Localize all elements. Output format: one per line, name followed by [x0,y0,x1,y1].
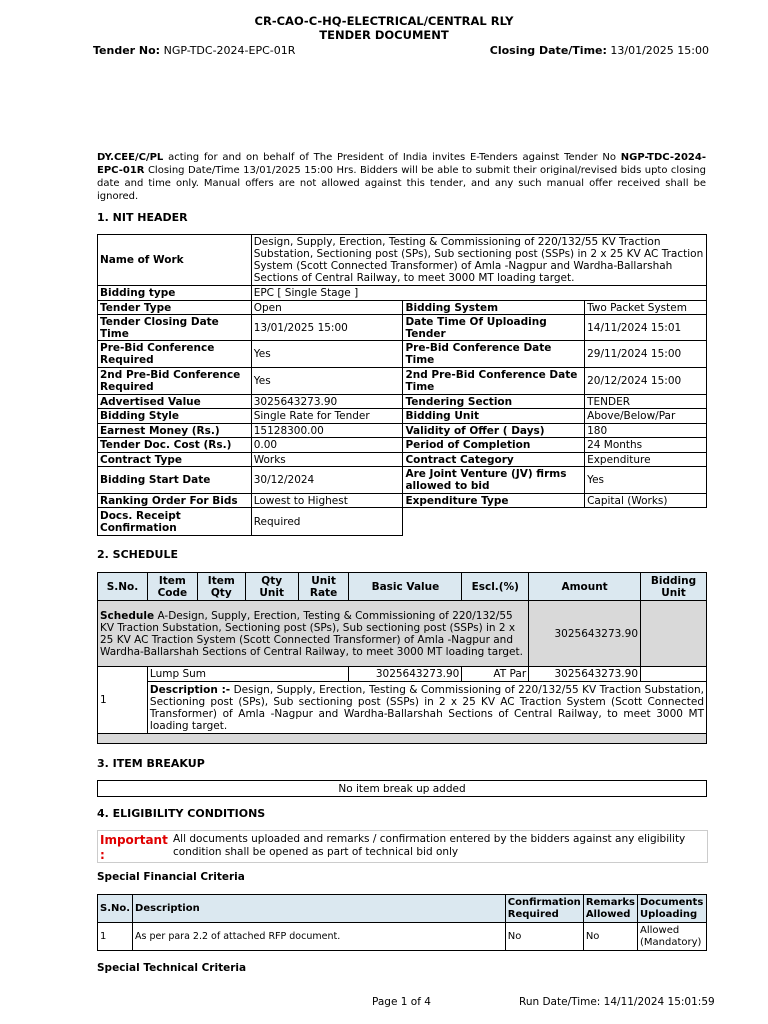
item-row [98,667,707,682]
schedule-table [97,572,707,744]
nit-label: Expenditure Type [403,494,585,508]
nit-value: Yes [585,467,707,494]
nit-value: 13/01/2025 15:00 [251,315,403,341]
col-header: Unit Rate [298,573,349,601]
nit-value: Above/Below/Par [585,409,707,424]
intro-paragraph [97,151,706,203]
nit-label: Bidding Start Date [98,467,252,494]
intro-text-2: Closing Date/Time 13/01/2025 15:00 Hrs. Bidders will be able to submit their original/revised bids upto closing date and time only. Manual offers are not allowed against this tender, and any such manual offer received shall be ignored. [97,165,706,202]
nit-label: Tender Closing Date Time [98,315,252,341]
nit-value: Open [251,301,403,315]
item-description [147,682,706,734]
section-eligibility: 4. ELIGIBILITY CONDITIONS [97,807,266,820]
nit-label: Tendering Section [403,395,585,409]
intro-tender: NGP-TDC-2024-EPC-01R [97,152,706,176]
nit-label: Earnest Money (Rs.) [98,424,252,438]
nit-label: Pre-Bid Conference Required [98,341,252,368]
item-basic-value: 3025643273.90 [349,667,462,682]
col-header: S.No. [98,573,148,601]
nit-value: Two Packet System [585,301,707,315]
nit-value: Yes [251,368,403,395]
item-amount: 3025643273.90 [529,667,641,682]
col-header: Item Qty [197,573,245,601]
col-header: Amount [529,573,641,601]
tender-no: NGP-TDC-2024-EPC-01R [163,44,296,57]
nit-label: Date Time Of Uploading Tender [403,315,585,341]
criteria-confirmation: No [505,923,583,951]
intro-text-1: acting for and on behalf of The President of India invites E-Tenders against Tender No [163,152,621,163]
nit-value: Expenditure [585,453,707,467]
col-header: Basic Value [349,573,462,601]
important-label: Important : [100,833,168,862]
criteria-header-row [98,895,707,923]
nit-row [98,409,707,424]
description-text: Design, Supply, Erection, Testing & Commissioning of 220/132/55 KV Traction Substation, Sectioning post (SPs), Sub sectioning post (SSPs) in 2 x 25 KV AC Traction System (Scott Connected Transformer) of Amla -Nagpur and Wardha-Ballarshah Sections of Central Railway, to meet 3000 MT loading target. [149,683,705,732]
nit-row [98,368,707,395]
nit-value: 30/12/2024 [251,467,403,494]
nit-row [98,395,707,409]
document-subtitle: TENDER DOCUMENT [319,28,449,42]
important-note [97,830,708,863]
schedule-footer-row [98,734,707,744]
nit-value: Single Rate for Tender [251,409,403,424]
intro-org: DY.CEE/C/PL [97,152,164,163]
financial-criteria-table [97,894,707,951]
nit-label: Name of Work [98,235,252,286]
col-header: Description [133,895,506,923]
nit-label: Tender Type [98,301,252,315]
nit-row [98,453,707,467]
nit-value: 24 Months [585,438,707,453]
tender-no-label: Tender No: [93,44,161,57]
run-datetime: Run Date/Time: 14/11/2024 15:01:59 [519,996,715,1008]
page-number: Page 1 of 4 [372,996,431,1008]
nit-row-docs-receipt [98,508,707,536]
nit-row-bidding-type [98,286,707,301]
document-title: CR-CAO-C-HQ-ELECTRICAL/CENTRAL RLY [254,14,514,28]
schedule-group-text [98,601,529,667]
tender-line [93,44,709,57]
col-header: Remarks Allowed [583,895,637,923]
nit-row [98,438,707,453]
nit-value: 3025643273.90 [251,395,403,409]
criteria-remarks: No [583,923,637,951]
nit-row [98,301,707,315]
schedule-amount: 3025643273.90 [529,601,641,667]
description-label: Description :- [149,683,231,696]
technical-criteria-title: Special Technical Criteria [97,962,247,974]
closing-value: 13/01/2025 15:00 [610,44,709,57]
nit-label: Contract Type [98,453,252,467]
item-sno: 1 [98,667,148,734]
important-text: All documents uploaded and remarks / confirmation entered by the bidders against any eligibility condition shall be opened as part of technical bid only [173,833,686,858]
nit-row [98,494,707,508]
nit-row [98,424,707,438]
nit-label: Validity of Offer ( Days) [403,424,585,438]
section-nit-header: 1. NIT HEADER [97,211,188,224]
nit-value: 29/11/2024 15:00 [585,341,707,368]
criteria-documents: Allowed (Mandatory) [638,923,707,951]
schedule-group-row [98,601,707,667]
criteria-row [98,923,707,951]
col-header: Escl.(%) [462,573,529,601]
nit-row [98,341,707,368]
criteria-description: As per para 2.2 of attached RFP document. [133,923,506,951]
nit-row-name-of-work [98,235,707,286]
nit-value: 14/11/2024 15:01 [585,315,707,341]
schedule-text: A-Design, Supply, Erection, Testing & Commissioning of 220/132/55 KV Traction Substation, Sectioning post (SPs), Sub sectioning post (SSPs) in 2 x 25 KV AC Traction System (Scott Connected Transformer) of Amla -Nagpur and Wardha-Ballarshah Sections of Central Railway, to meet 3000 MT loading target. [100,609,523,658]
nit-row [98,315,707,341]
nit-value: Yes [251,341,403,368]
closing-label: Closing Date/Time: [489,44,607,57]
col-header: Bidding Unit [641,573,707,601]
col-header: S.No. [98,895,133,923]
nit-value: Works [251,453,403,467]
nit-label: Tender Doc. Cost (Rs.) [98,438,252,453]
col-header: Qty Unit [245,573,298,601]
nit-value: Lowest to Highest [251,494,403,508]
nit-value: 180 [585,424,707,438]
nit-label: Bidding type [98,286,252,301]
nit-label: Advertised Value [98,395,252,409]
col-header: Confirmation Required [505,895,583,923]
item-escl: AT Par [462,667,529,682]
section-item-breakup: 3. ITEM BREAKUP [97,757,205,770]
breakup-empty-text: No item break up added [98,781,707,797]
nit-value: Capital (Works) [585,494,707,508]
nit-value: EPC [ Single Stage ] [251,286,706,301]
col-header: Documents Uploading [638,895,707,923]
col-header: Item Code [147,573,197,601]
breakup-table [97,780,707,797]
nit-value: Required [251,508,403,536]
nit-label: Docs. Receipt Confirmation [98,508,252,536]
nit-row [98,467,707,494]
nit-value: Design, Supply, Erection, Testing & Commissioning of 220/132/55 KV Traction Substation, Sectioning post (SPs), Sub sectioning post (SSPs) in 2 x 25 KV AC Traction System (Scott Connected Transformer) of Amla -Nagpur and Wardha-Ballarshah Sections of Central Railway, to meet 3000 MT loading target. [251,235,706,286]
item-name: Lump Sum [147,667,349,682]
criteria-sno: 1 [98,923,133,951]
nit-value: 20/12/2024 15:00 [585,368,707,395]
nit-label: Period of Completion [403,438,585,453]
nit-label: Bidding Style [98,409,252,424]
nit-label: Ranking Order For Bids [98,494,252,508]
section-schedule: 2. SCHEDULE [97,548,178,561]
nit-label: 2nd Pre-Bid Conference Required [98,368,252,395]
nit-table [97,234,707,536]
nit-label: 2nd Pre-Bid Conference Date Time [403,368,585,395]
item-description-row [98,682,707,734]
nit-label: Are Joint Venture (JV) firms allowed to bid [403,467,585,494]
nit-value: 0.00 [251,438,403,453]
nit-value: 15128300.00 [251,424,403,438]
nit-label: Contract Category [403,453,585,467]
schedule-header-row [98,573,707,601]
financial-criteria-title: Special Financial Criteria [97,871,245,883]
closing-block [490,44,709,57]
nit-label: Bidding System [403,301,585,315]
nit-label: Bidding Unit [403,409,585,424]
schedule-label: Schedule [100,609,155,622]
nit-label: Pre-Bid Conference Date Time [403,341,585,368]
nit-value: TENDER [585,395,707,409]
